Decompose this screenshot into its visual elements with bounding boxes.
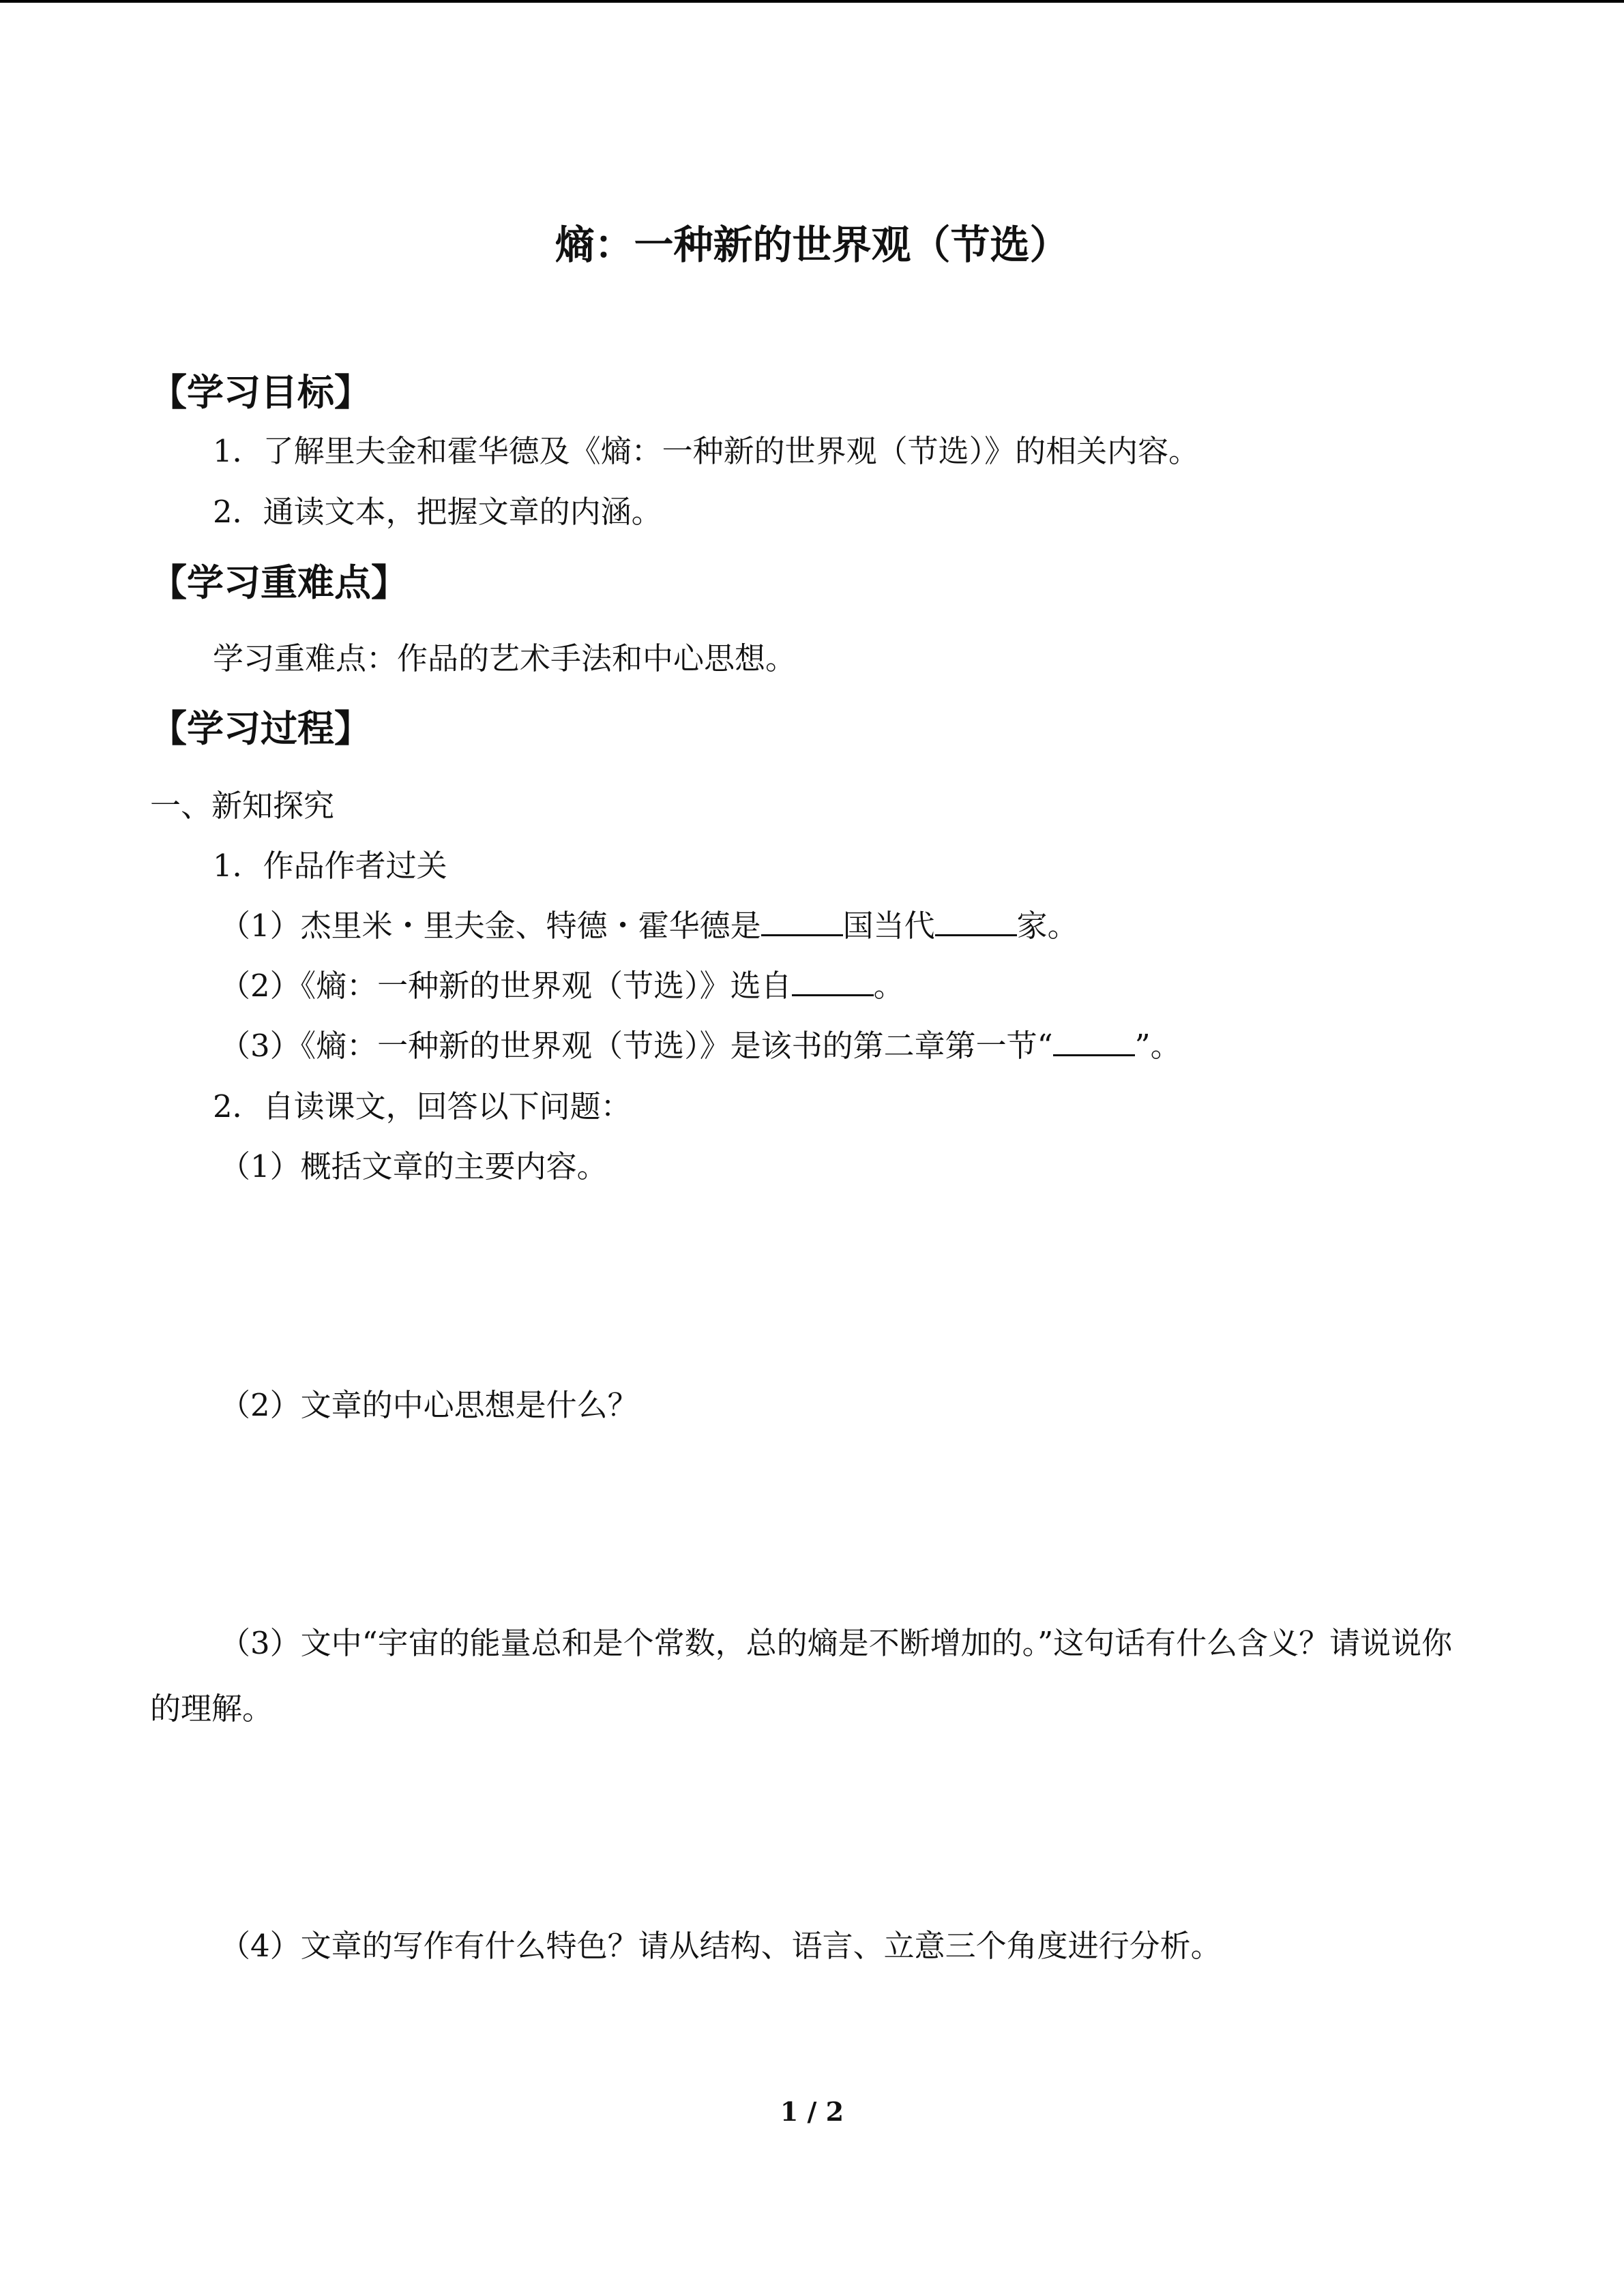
question-2-3: （3）文中“宇宙的能量总和是个常数，总的熵是不断增加的。”这句话有什么含义？请说说你的理解。 [150,1625,1453,1727]
part1-label: 一、新知探究 [150,788,335,824]
goal-item-2: 2．通读文本，把握文章的内涵。 [213,494,662,530]
question-1-2 [220,966,904,1007]
answer-blank[interactable] [1053,1028,1135,1056]
question-1-label: 1．作品作者过关 [213,848,447,884]
section-heading-goals: 【学习目标】 [150,371,371,414]
question-1-1-text-c: 家。 [1016,908,1078,944]
answer-blank[interactable] [935,908,1017,936]
section-heading-process: 【学习过程】 [150,707,371,750]
page-number: 1 / 2 [780,2096,844,2127]
question-2-2: （2）文章的中心思想是什么？ [220,1387,638,1423]
question-1-3-text-b: ”。 [1134,1028,1181,1064]
question-1-2-text-b: 。 [873,968,904,1004]
document-title: 熵：一种新的世界观（节选） [555,222,1069,268]
question-1-3-text-a: （3）《熵：一种新的世界观（节选）》是该书的第二章第一节“ [220,1028,1053,1064]
question-2-1: （1）概括文章的主要内容。 [220,1148,608,1184]
answer-blank[interactable] [761,908,843,936]
question-2-label: 2．自读课文，回答以下问题： [213,1088,632,1124]
question-2-4: （4）文章的写作有什么特色？请从结构、语言、立意三个角度进行分析。 [220,1928,1222,1964]
question-1-1-text-b: 国当代 [842,908,935,944]
goal-item-1: 1．了解里夫金和霍华德及《熵：一种新的世界观（节选）》的相关内容。 [213,433,1200,469]
answer-blank[interactable] [792,968,874,996]
keypoints-text: 学习重难点：作品的艺术手法和中心思想。 [213,640,797,676]
question-1-1 [220,906,1078,946]
question-1-3 [220,1026,1181,1067]
question-1-1-text-a: （1）杰里米・里夫金、特德・霍华德是 [220,908,761,944]
section-heading-keypoints: 【学习重难点】 [150,561,408,604]
question-1-2-text-a: （2）《熵：一种新的世界观（节选）》选自 [220,968,792,1004]
